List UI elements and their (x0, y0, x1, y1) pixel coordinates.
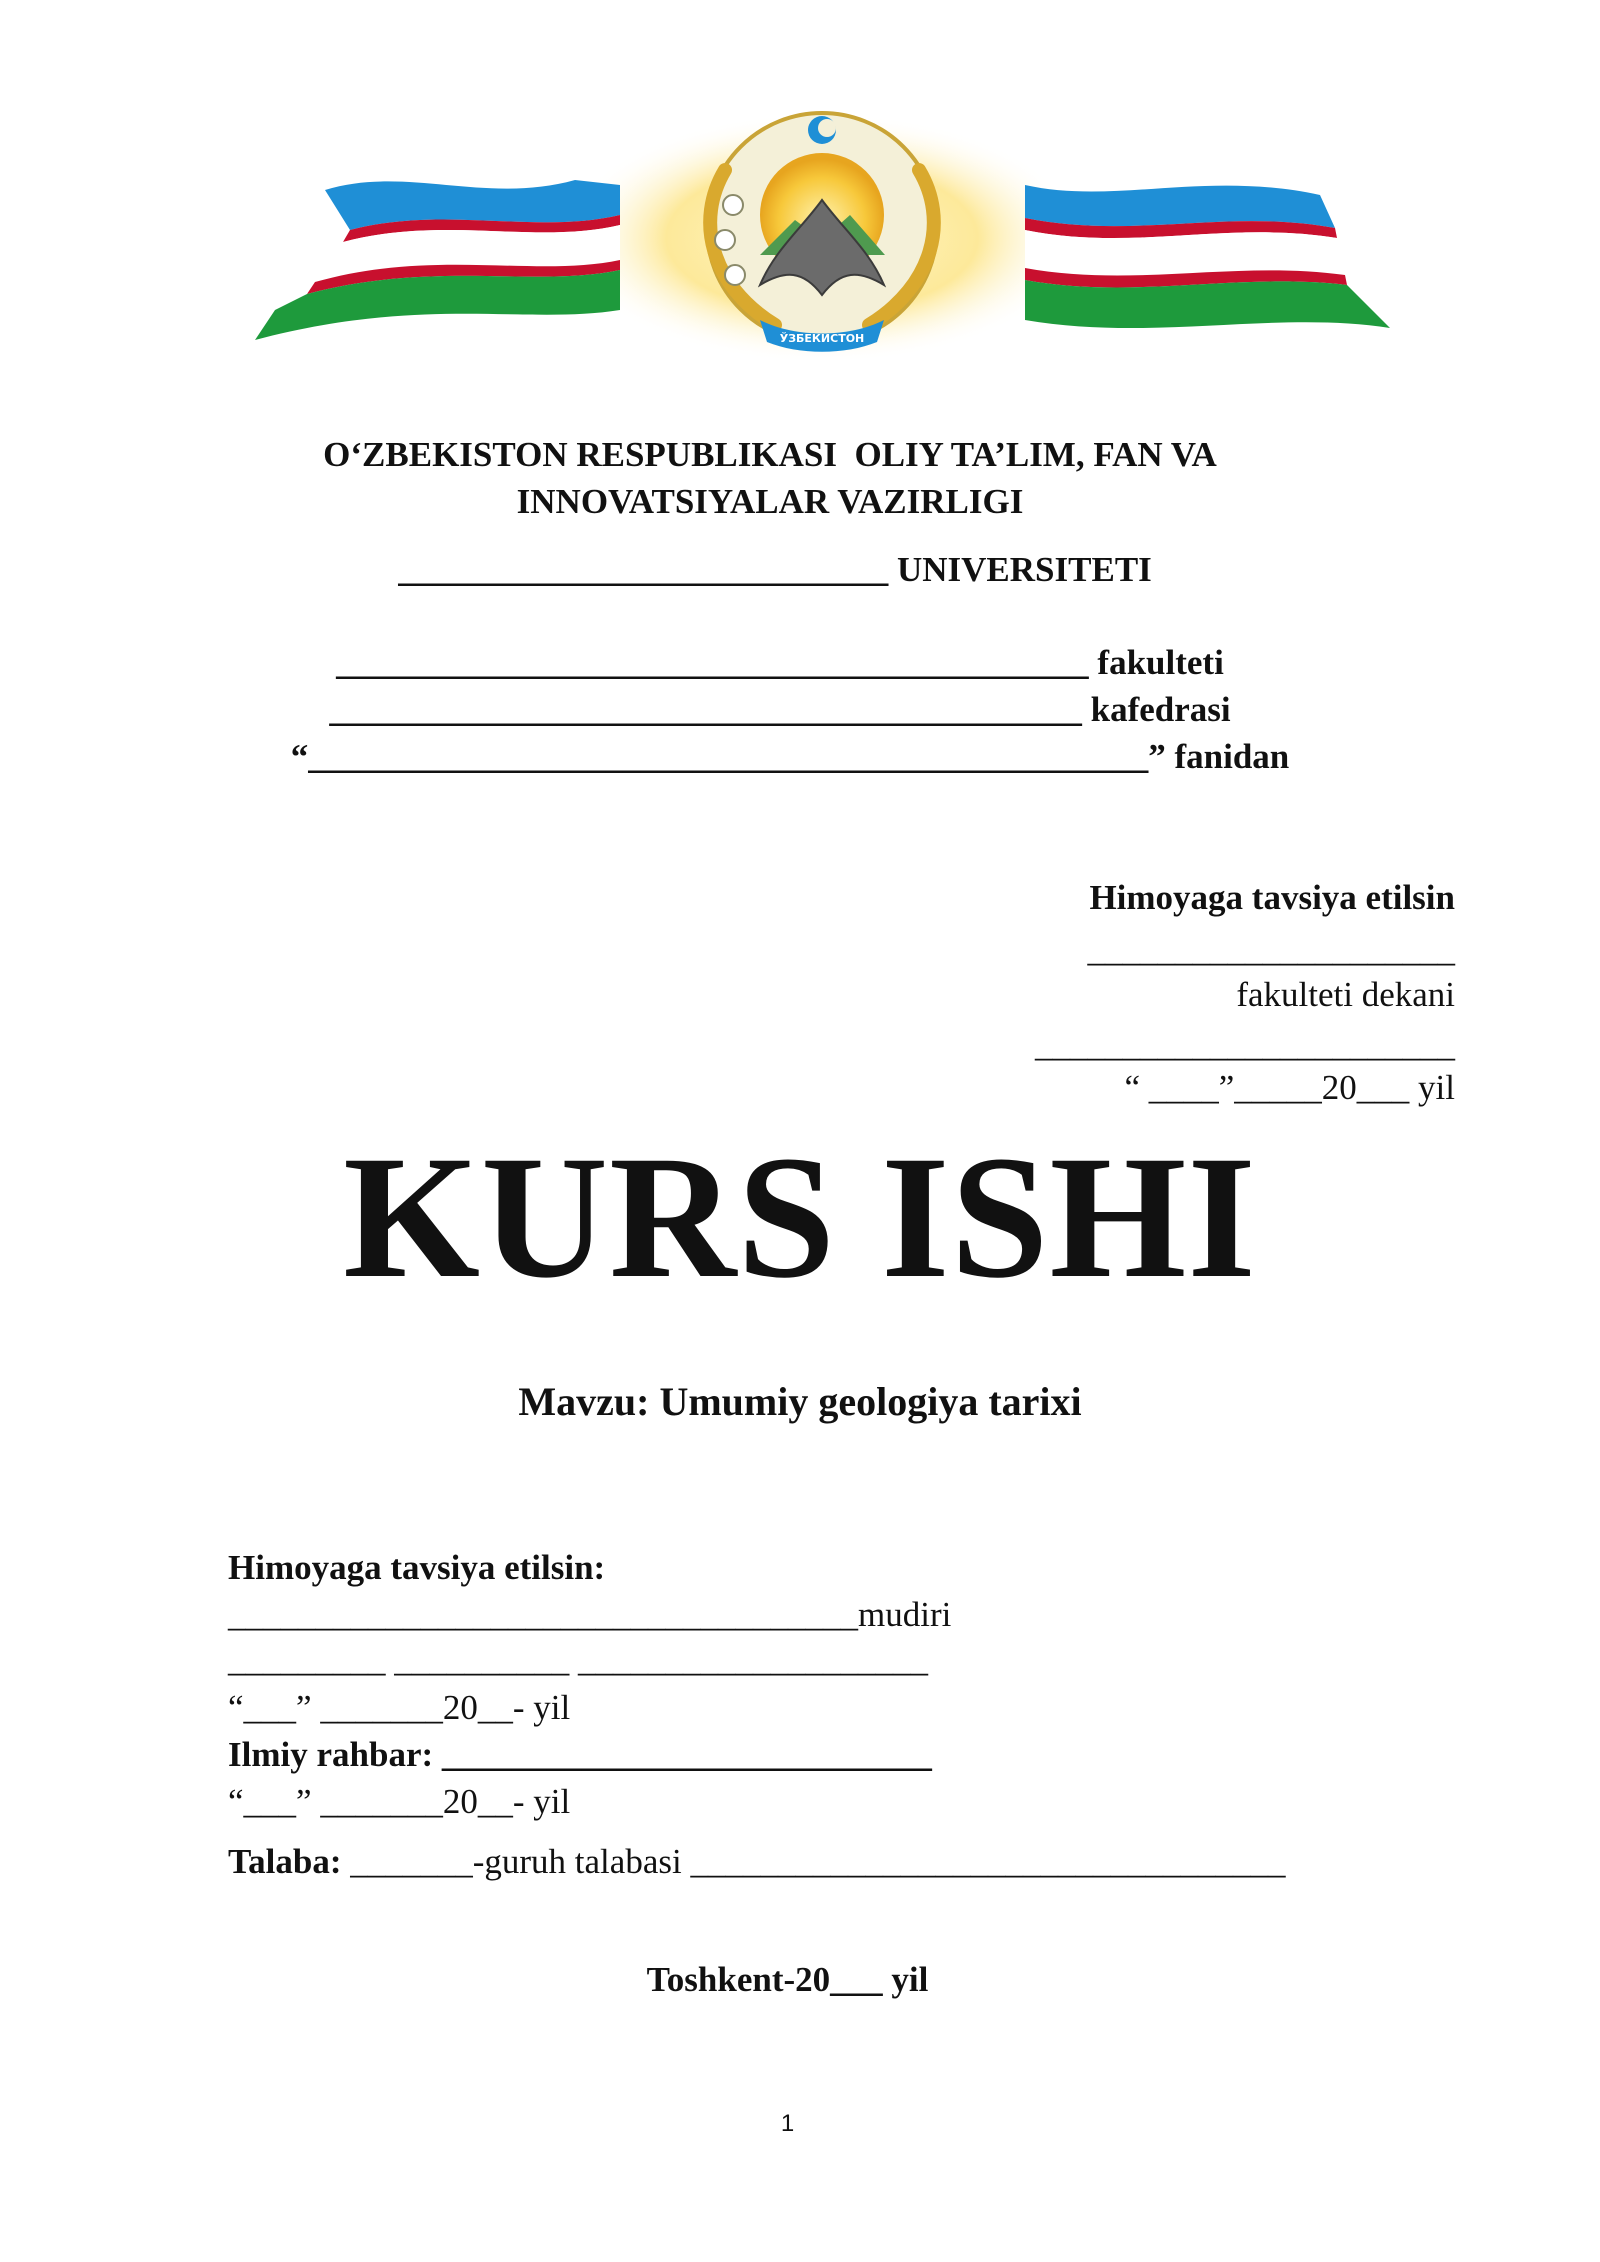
approval-date-2: “___” _______20__- yil (228, 1782, 571, 1821)
approval-top-title: Himoyaga tavsiya etilsin (1089, 878, 1455, 917)
emblem-banner-image (255, 110, 1390, 360)
advisor-row (228, 1735, 932, 1775)
head-name-line: _________ __________ ____________________ (228, 1640, 928, 1679)
head-of-department-line: ____________________________________mudiri (228, 1595, 952, 1634)
topic-line: Mavzu: Umumiy geologiya tarixi (518, 1379, 1082, 1424)
student-row (228, 1842, 1285, 1882)
city-year: Toshkent-20___ yil (646, 1960, 929, 1999)
ministry-title-line2: INNOVATSIYALAR VAZIRLIGI (516, 482, 1024, 521)
subject-line: “________________________________________________” fanidan (290, 737, 1290, 776)
dean-label: fakulteti dekani (1236, 975, 1455, 1014)
approval-top-date: “ ____”_____20___ yil (1124, 1068, 1455, 1107)
advisor-label: Ilmiy rahbar: (228, 1735, 434, 1774)
approval-bottom-title: Himoyaga tavsiya etilsin: (228, 1548, 606, 1587)
student-label: Talaba: (228, 1842, 342, 1881)
advisor-signature-line: ____________________________ (433, 1735, 932, 1774)
document-title: KURS ISHI (343, 1120, 1257, 1315)
student-line: _______-guruh talabasi __________________________________ (341, 1842, 1286, 1881)
page-number: 1 (780, 2110, 795, 2137)
department-line: ___________________________________________ kafedrasi (329, 690, 1231, 729)
university-line: ____________________________ UNIVERSITETI (398, 550, 1152, 589)
emblem-caption: ЎЗБЕКИСТОН (779, 332, 865, 345)
approval-date-1: “___” _______20__- yil (228, 1688, 571, 1727)
faculty-line: ___________________________________________ fakulteti (336, 643, 1224, 682)
ministry-title-line1: O‘ZBEKISTON RESPUBLIKASI OLIY TA’LIM, FAN VA (323, 435, 1217, 474)
approval-top-signature-line: _____________________ (1087, 930, 1455, 969)
approval-top-name-line: ________________________ (1035, 1025, 1455, 1064)
